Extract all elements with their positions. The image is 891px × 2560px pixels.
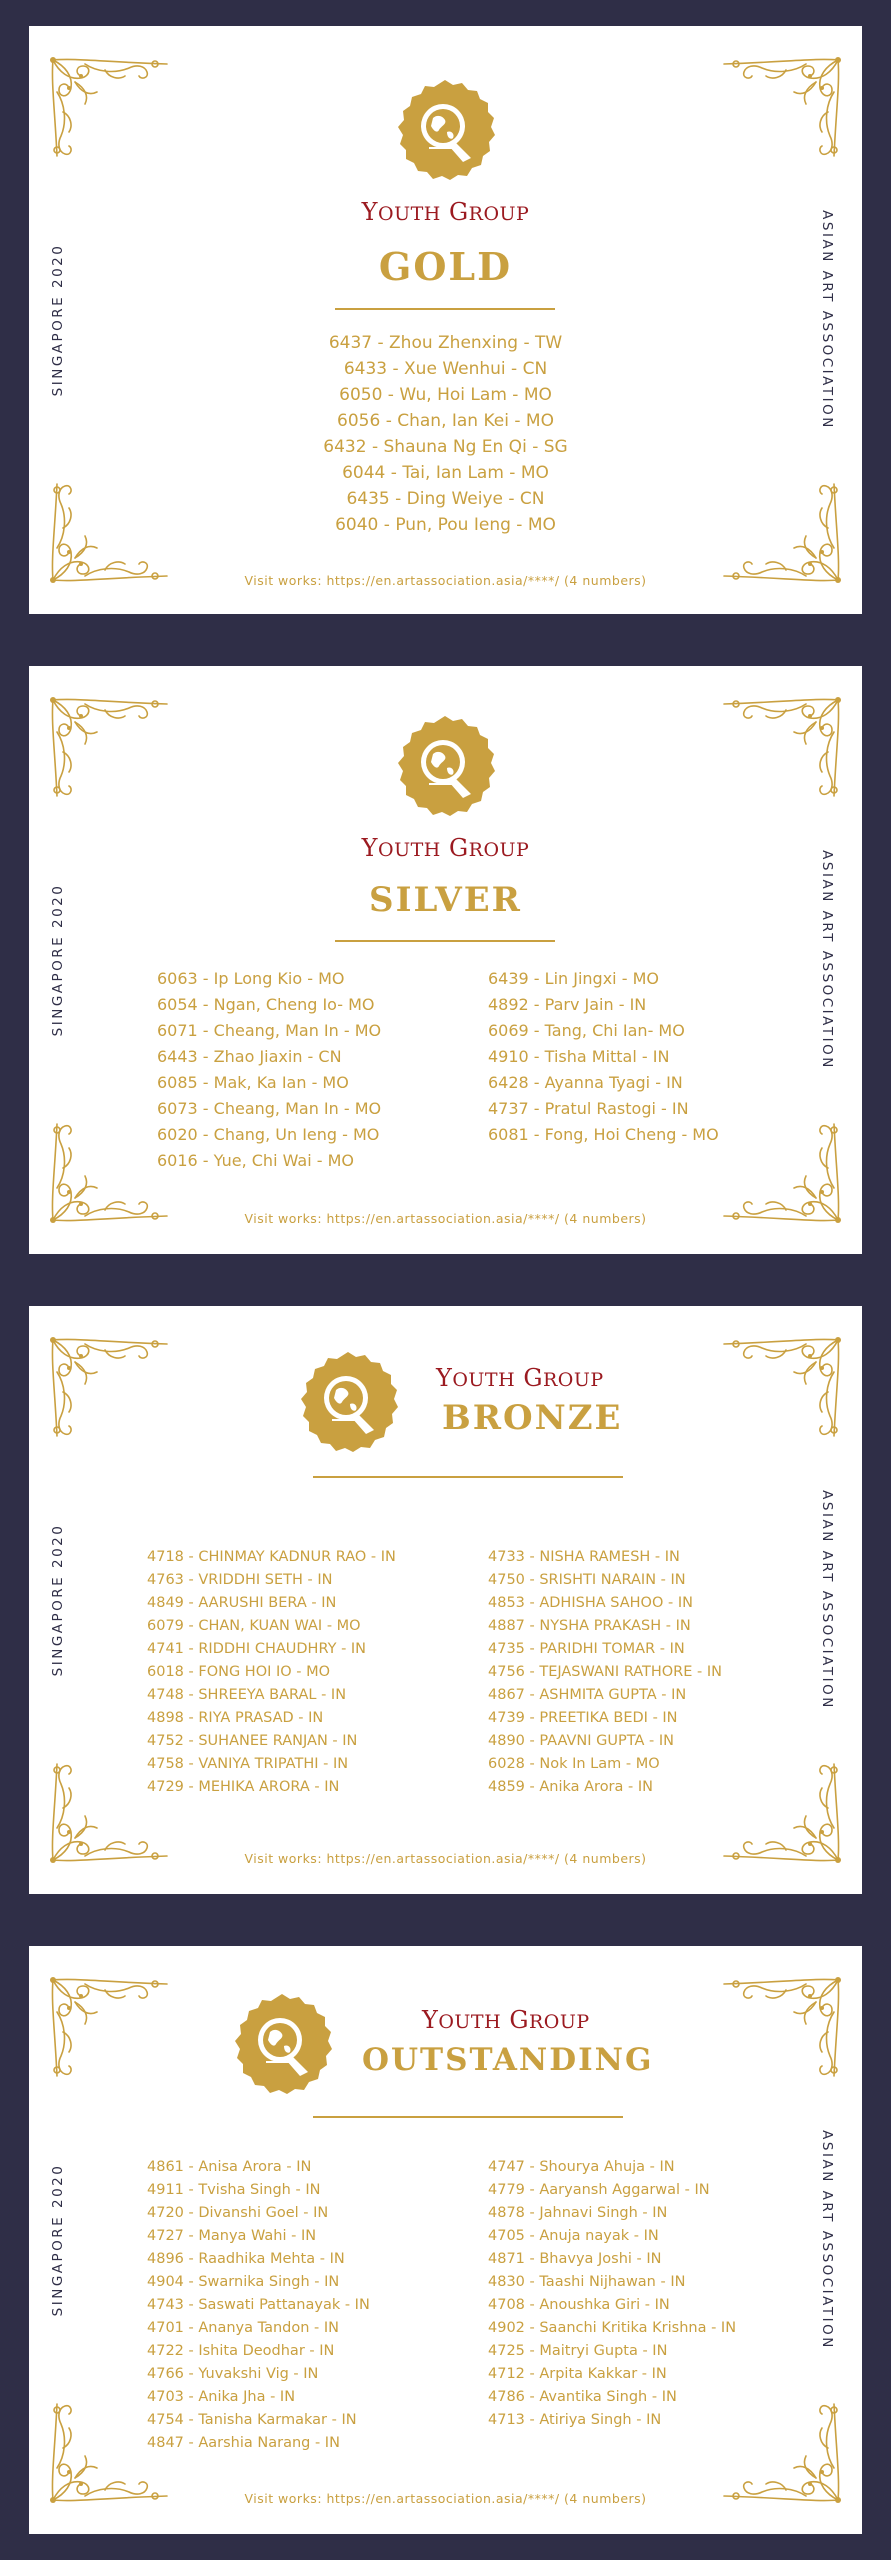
winner-entry: 4911 - Tvisha Singh - IN (147, 2182, 321, 2198)
winner-entry: 4712 - Arpita Kakkar - IN (488, 2366, 667, 2382)
corner-ornament-icon (716, 1332, 846, 1444)
corner-ornament-icon (45, 1972, 175, 2084)
winner-entry: 4786 - Avantika Singh - IN (488, 2389, 677, 2405)
winner-entry: 4849 - AARUSHI BERA - IN (147, 1595, 337, 1611)
winner-entry: 4739 - PREETIKA BEDI - IN (488, 1710, 678, 1726)
footer-link: Visit works: https://en.artassociation.asia/****/ (4 numbers) (244, 2491, 647, 2506)
corner-ornament-icon (45, 1332, 175, 1444)
winner-entry: 6020 - Chang, Un Ieng - MO (157, 1125, 380, 1144)
winner-entry: 4861 - Anisa Arora - IN (147, 2159, 312, 2175)
footer-link: Visit works: https://en.artassociation.asia/****/ (4 numbers) (244, 1851, 647, 1866)
divider (313, 1476, 623, 1478)
winner-entry: 4722 - Ishita Deodhar - IN (147, 2343, 335, 2359)
outstanding-winners-left (147, 2156, 370, 2455)
winner-entry: 4743 - Saswati Pattanayak - IN (147, 2297, 370, 2313)
winner-entry: 4733 - NISHA RAMESH - IN (488, 1549, 680, 1565)
winner-entry: 6432 - Shauna Ng En Qi - SG (323, 437, 568, 457)
winner-entry: 4748 - SHREEYA BARAL - IN (147, 1687, 347, 1703)
winner-entry: 4752 - SUHANEE RANJAN - IN (147, 1733, 358, 1749)
association-logo-icon (296, 1350, 400, 1454)
outstanding-winners-right (488, 2156, 736, 2432)
winner-entry: 4853 - ADHISHA SAHOO - IN (488, 1595, 693, 1611)
winner-entry: 4735 - PARIDHI TOMAR - IN (488, 1641, 685, 1657)
winner-entry: 4904 - Swarnika Singh - IN (147, 2274, 340, 2290)
winner-entry: 4887 - NYSHA PRAKASH - IN (488, 1618, 691, 1634)
winner-entry: 4763 - VRIDDHI SETH - IN (147, 1572, 333, 1588)
winner-entry: 6433 - Xue Wenhui - CN (343, 359, 548, 379)
winner-entry: 4902 - Saanchi Kritika Krishna - IN (488, 2320, 737, 2336)
winner-entry: 6085 - Mak, Ka Ian - MO (157, 1073, 349, 1092)
side-label-left: SINGAPORE 2020 (50, 1523, 66, 1677)
award-title: OUTSTANDING (362, 2042, 654, 2078)
outstanding-certificate (0, 1920, 891, 2560)
award-title: GOLD (378, 244, 513, 289)
winner-entry: 4859 - Anika Arora - IN (488, 1779, 653, 1795)
gold-winners-list (0, 330, 891, 538)
winner-entry: 6439 - Lin Jingxi - MO (488, 969, 659, 988)
winner-entry: 6054 - Ngan, Cheng Io- MO (157, 995, 375, 1014)
winner-entry: 4758 - VANIYA TRIPATHI - IN (147, 1756, 349, 1772)
winner-entry: 4741 - RIDDHI CHAUDHRY - IN (147, 1641, 367, 1657)
winner-entry: 6069 - Tang, Chi Ian- MO (488, 1021, 685, 1040)
bronze-winners-right (488, 1546, 722, 1799)
award-title: SILVER (369, 880, 522, 920)
winner-entry: 4703 - Anika Jha - IN (147, 2389, 296, 2405)
winner-entry: 4701 - Ananya Tandon - IN (147, 2320, 339, 2336)
winner-entry: 4847 - Aarshia Narang - IN (147, 2435, 340, 2451)
side-label-right: ASIAN ART ASSOCIATION (819, 1490, 835, 1710)
winner-entry: 6044 - Tai, Ian Lam - MO (342, 463, 549, 483)
silver-winners-right (488, 966, 719, 1148)
award-title: BRONZE (442, 1398, 623, 1438)
bronze-certificate (0, 1280, 891, 1920)
winner-entry: 4779 - Aaryansh Aggarwal - IN (488, 2182, 710, 2198)
winner-entry: 4720 - Divanshi Goel - IN (147, 2205, 329, 2221)
group-title: YOUTH GROUP (361, 198, 530, 226)
winner-entry: 4766 - Yuvakshi Vig - IN (147, 2366, 319, 2382)
winner-entry: 6437 - Zhou Zhenxing - TW (328, 333, 563, 353)
divider (335, 308, 555, 310)
winner-entry: 4725 - Maitryi Gupta - IN (488, 2343, 668, 2359)
winner-entry: 6063 - Ip Long Kio - MO (157, 969, 345, 988)
winner-entry: 4910 - Tisha Mittal - IN (488, 1047, 670, 1066)
footer-link: Visit works: https://en.artassociation.asia/****/ (4 numbers) (244, 573, 647, 588)
side-label-right: ASIAN ART ASSOCIATION (819, 210, 835, 430)
side-label-right: ASIAN ART ASSOCIATION (819, 2130, 835, 2350)
silver-winners-left (157, 966, 381, 1174)
winner-entry: 4898 - RIYA PRASAD - IN (147, 1710, 324, 1726)
winner-entry: 4713 - Atiriya Singh - IN (488, 2412, 662, 2428)
group-title: YOUTH GROUP (436, 1364, 604, 1392)
winner-entry: 4871 - Bhavya Joshi - IN (488, 2251, 662, 2267)
group-title: YOUTH GROUP (422, 2006, 590, 2034)
group-title: YOUTH GROUP (361, 834, 530, 862)
side-label-right: ASIAN ART ASSOCIATION (819, 850, 835, 1070)
winner-entry: 4705 - Anuja nayak - IN (488, 2228, 659, 2244)
winner-entry: 4830 - Taashi Nijhawan - IN (488, 2274, 686, 2290)
winner-entry: 4718 - CHINMAY KADNUR RAO - IN (147, 1549, 396, 1565)
winner-entry: 6079 - CHAN, KUAN WAI - MO (147, 1618, 361, 1634)
winner-entry: 6081 - Fong, Hoi Cheng - MO (488, 1125, 719, 1144)
winner-entry: 4756 - TEJASWANI RATHORE - IN (488, 1664, 722, 1680)
winner-entry: 4729 - MEHIKA ARORA - IN (147, 1779, 340, 1795)
side-label-left: SINGAPORE 2020 (50, 883, 66, 1037)
winner-entry: 6050 - Wu, Hoi Lam - MO (339, 385, 552, 405)
winner-entry: 4708 - Anoushka Giri - IN (488, 2297, 670, 2313)
winner-entry: 6428 - Ayanna Tyagi - IN (488, 1073, 683, 1092)
winner-entry: 6056 - Chan, Ian Kei - MO (337, 411, 554, 431)
side-label-left: SINGAPORE 2020 (50, 2163, 66, 2317)
winner-entry: 4867 - ASHMITA GUPTA - IN (488, 1687, 687, 1703)
winner-entry: 6071 - Cheang, Man In - MO (157, 1021, 382, 1040)
association-logo-icon (393, 714, 497, 818)
winner-entry: 4747 - Shourya Ahuja - IN (488, 2159, 675, 2175)
corner-ornament-icon (716, 1972, 846, 2084)
bronze-winners-left (147, 1546, 396, 1799)
winner-entry: 4754 - Tanisha Karmakar - IN (147, 2412, 357, 2428)
winner-entry: 4750 - SRISHTI NARAIN - IN (488, 1572, 686, 1588)
winner-entry: 4890 - PAAVNI GUPTA - IN (488, 1733, 674, 1749)
winner-entry: 4737 - Pratul Rastogi - IN (488, 1099, 689, 1118)
corner-ornament-icon (716, 52, 846, 164)
corner-ornament-icon (45, 692, 175, 804)
winner-entry: 6016 - Yue, Chi Wai - MO (157, 1151, 354, 1170)
divider (313, 2116, 623, 2118)
footer-link: Visit works: https://en.artassociation.asia/****/ (4 numbers) (244, 1211, 647, 1226)
association-logo-icon (230, 1992, 334, 2096)
winner-entry: 6435 - Ding Weiye - CN (346, 489, 545, 509)
silver-certificate (0, 640, 891, 1280)
winner-entry: 6018 - FONG HOI IO - MO (147, 1664, 331, 1680)
divider (335, 940, 555, 942)
corner-ornament-icon (45, 52, 175, 164)
winner-entry: 6073 - Cheang, Man In - MO (157, 1099, 382, 1118)
association-logo-icon (393, 78, 497, 182)
gold-certificate (0, 0, 891, 640)
winner-entry: 4878 - Jahnavi Singh - IN (488, 2205, 668, 2221)
winner-entry: 4727 - Manya Wahi - IN (147, 2228, 317, 2244)
winner-entry: 6443 - Zhao Jiaxin - CN (157, 1047, 342, 1066)
winner-entry: 6040 - Pun, Pou Ieng - MO (335, 515, 556, 535)
side-label-left: SINGAPORE 2020 (50, 243, 66, 397)
winner-entry: 4896 - Raadhika Mehta - IN (147, 2251, 345, 2267)
corner-ornament-icon (716, 692, 846, 804)
winner-entry: 6028 - Nok In Lam - MO (488, 1756, 660, 1772)
winner-entry: 4892 - Parv Jain - IN (488, 995, 647, 1014)
